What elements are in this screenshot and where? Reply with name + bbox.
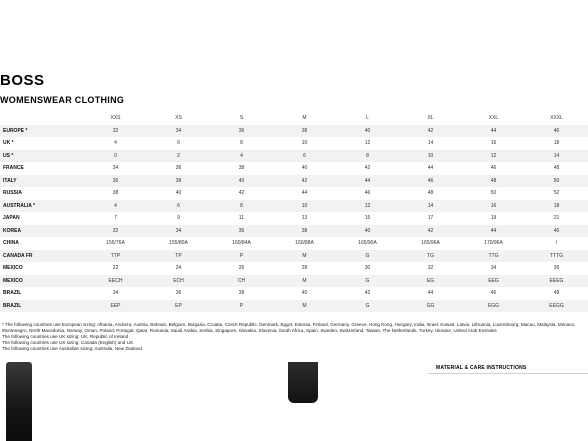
size-cell: 46 — [490, 165, 497, 172]
size-cell: 155/80A — [169, 240, 188, 247]
size-cell: 38 — [147, 175, 210, 188]
size-row-label: KOREA — [0, 225, 84, 238]
size-row-label: FRANCE — [3, 165, 24, 172]
size-header: M — [302, 115, 307, 122]
section-divider — [428, 373, 588, 374]
footnote-europe: * The following countries use European sizing: Albania, Andorra, Austria, Bahrain, Belgium, Bulgaria, Croatia, Czech Republic, Denmark, Egypt, Estonia, Finland, Germany, Greece, Hong Kong, Hungary, India, Israel, Kuwait, Latvia, Lithuania, Luxembourg, Macau, Malaysia, Monaco, Montenegro, North Macedonia, Norway, Oman, Poland, Portugal, Qatar, Romania, Saudi Arabia, Serbia, Singapore, Slovakia, Slovenia, South Africa, Spain, Sweden, Switzerland, Taiwan, The Netherlands, Turkey, Ukraine, United Arab Emirates — [2, 322, 576, 333]
size-cell: 46 — [525, 225, 588, 238]
size-header: XXL — [488, 115, 499, 122]
brand-logo: BOSS — [0, 72, 45, 89]
sizing-footnotes — [2, 322, 582, 352]
size-cell: 32 — [84, 225, 147, 238]
size-header: XL — [427, 115, 434, 122]
size-row-label: EUROPE * — [0, 125, 84, 138]
size-cell: 46 — [490, 290, 497, 297]
size-cell: 18 — [553, 140, 560, 147]
size-cell: 52 — [553, 190, 560, 197]
size-cell: 36 — [175, 165, 182, 172]
size-cell: 40 — [175, 190, 182, 197]
size-cell: 170/96A — [484, 240, 503, 247]
size-cell: 38 — [273, 225, 336, 238]
size-row — [0, 287, 588, 300]
size-cell: EEGG — [525, 300, 588, 313]
size-table-body — [0, 125, 588, 313]
model-photo-left — [6, 362, 32, 441]
size-row — [0, 237, 588, 250]
size-cell: 165/90A — [358, 240, 377, 247]
size-cell: P — [210, 300, 273, 313]
size-cell: TTP — [84, 250, 147, 263]
size-row — [0, 275, 588, 288]
size-cell: 10 — [273, 200, 336, 213]
model-photo-right — [288, 362, 318, 403]
size-cell: G — [336, 300, 399, 313]
size-cell: TP — [147, 250, 210, 263]
size-cell: M — [273, 250, 336, 263]
size-header: XS — [175, 115, 182, 122]
size-cell: 40 — [301, 165, 308, 172]
size-header: L — [366, 115, 369, 122]
size-cell: 36 — [210, 225, 273, 238]
size-cell: 160/84A — [232, 240, 251, 247]
size-cell: 34 — [112, 290, 119, 297]
size-cell: M — [273, 300, 336, 313]
size-row — [0, 250, 588, 263]
size-row — [0, 225, 588, 238]
size-cell: 10 — [301, 140, 308, 147]
size-cell: EG — [399, 275, 462, 288]
size-row-label: US * — [0, 150, 84, 163]
size-cell: 10 — [399, 150, 462, 163]
size-cell: 8 — [210, 200, 273, 213]
size-cell: 21 — [553, 215, 560, 222]
size-cell: 155/76A — [106, 240, 125, 247]
footnote-uk: The following countries use UK sizing: UK, Republic of Ireland — [2, 334, 129, 339]
size-cell: 46 — [525, 125, 588, 138]
size-cell: 34 — [147, 225, 210, 238]
size-cell: 15 — [364, 215, 371, 222]
size-cell: EEEG — [525, 275, 588, 288]
size-cell: 38 — [238, 290, 245, 297]
size-cell: 6 — [147, 200, 210, 213]
material-care-link[interactable]: MATERIAL & CARE INSTRUCTIONS — [436, 365, 527, 371]
size-cell: 38 — [112, 190, 119, 197]
size-cell: 48 — [462, 175, 525, 188]
size-cell: 165/96A — [421, 240, 440, 247]
size-cell: 26 — [238, 265, 245, 272]
size-cell: 34 — [147, 125, 210, 138]
footnote-australia: The following countries use Australian sizing: Australia, New Zealand — [2, 346, 142, 351]
size-cell: 160/88A — [295, 240, 314, 247]
size-cell: 12 — [364, 140, 371, 147]
size-cell: ECH — [147, 275, 210, 288]
size-cell: EECH — [84, 275, 147, 288]
size-row — [0, 187, 588, 200]
size-row-label: BRAZIL — [0, 300, 84, 313]
size-cell: 40 — [336, 225, 399, 238]
size-header-row — [0, 112, 588, 125]
size-row-label: JAPAN — [3, 215, 20, 222]
size-cell: 16 — [490, 140, 497, 147]
size-cell: 22 — [112, 265, 119, 272]
size-cell: 12 — [336, 200, 399, 213]
size-header: XXXL — [550, 115, 563, 122]
size-row — [0, 125, 588, 138]
section-title: WOMENSWEAR CLOTHING — [0, 95, 125, 105]
size-cell: 6 — [177, 140, 180, 147]
size-row — [0, 262, 588, 275]
size-cell: 28 — [301, 265, 308, 272]
size-row-label: RUSSIA — [3, 190, 22, 197]
size-row — [0, 150, 588, 163]
size-row-label: CHINA — [3, 240, 19, 247]
size-cell: 16 — [462, 200, 525, 213]
size-row-label: MEXICO — [0, 275, 84, 288]
size-cell: 50 — [525, 175, 588, 188]
size-cell: 36 — [175, 290, 182, 297]
size-cell: TTTG — [525, 250, 588, 263]
size-cell: EEG — [462, 275, 525, 288]
size-cell: 4 — [210, 150, 273, 163]
size-cell: 6 — [273, 150, 336, 163]
size-cell: 42 — [273, 175, 336, 188]
size-cell: 50 — [490, 190, 497, 197]
size-cell: 40 — [301, 290, 308, 297]
size-cell: 34 — [112, 165, 119, 172]
size-row — [0, 212, 588, 225]
size-cell: TG — [399, 250, 462, 263]
size-cell: 9 — [177, 215, 180, 222]
size-cell: 48 — [553, 290, 560, 297]
size-cell: 32 — [427, 265, 434, 272]
size-cell: 36 — [210, 125, 273, 138]
size-cell: GG — [399, 300, 462, 313]
size-cell: G — [336, 275, 399, 288]
size-cell: 7 — [114, 215, 117, 222]
size-cell: 46 — [364, 190, 371, 197]
size-cell: TTG — [462, 250, 525, 263]
size-cell: 2 — [147, 150, 210, 163]
size-cell: 13 — [301, 215, 308, 222]
size-header-blank — [0, 112, 84, 125]
size-cell: 30 — [364, 265, 371, 272]
size-cell: EP — [147, 300, 210, 313]
size-cell: 19 — [490, 215, 497, 222]
size-cell: 24 — [175, 265, 182, 272]
size-row — [0, 175, 588, 188]
size-cell: 36 — [553, 265, 560, 272]
size-cell: 32 — [84, 125, 147, 138]
size-row-label: ITALY — [0, 175, 84, 188]
size-cell: CH — [210, 275, 273, 288]
size-cell: EGG — [462, 300, 525, 313]
size-header: XXS — [110, 115, 121, 122]
size-cell: 38 — [273, 125, 336, 138]
size-cell: 18 — [525, 200, 588, 213]
size-cell: 38 — [238, 165, 245, 172]
size-cell: 44 — [301, 190, 308, 197]
size-cell: 8 — [336, 150, 399, 163]
size-cell: 8 — [240, 140, 243, 147]
size-cell: 44 — [462, 225, 525, 238]
size-cell: 48 — [553, 165, 560, 172]
size-cell: 42 — [238, 190, 245, 197]
size-cell: 14 — [399, 200, 462, 213]
size-cell: 0 — [84, 150, 147, 163]
size-row — [0, 200, 588, 213]
size-cell: 46 — [399, 175, 462, 188]
size-row — [0, 137, 588, 150]
size-cell: 42 — [364, 165, 371, 172]
size-cell: 44 — [427, 165, 434, 172]
size-header: S — [239, 115, 244, 122]
size-cell: 11 — [238, 215, 245, 222]
size-cell: 14 — [525, 150, 588, 163]
size-row-label: BRAZIL — [3, 290, 22, 297]
size-row — [0, 300, 588, 313]
size-cell: 44 — [336, 175, 399, 188]
size-cell: 34 — [490, 265, 497, 272]
size-cell: 14 — [427, 140, 434, 147]
size-cell: P — [210, 250, 273, 263]
size-cell: 17 — [427, 215, 434, 222]
size-cell: 48 — [427, 190, 434, 197]
size-cell: 42 — [399, 225, 462, 238]
size-row-label: AUSTRALIA * — [0, 200, 84, 213]
size-cell: 42 — [364, 290, 371, 297]
size-chart-table — [0, 112, 588, 312]
footnote-us: The following countries use US sizing: Canada (English) and US — [2, 340, 133, 345]
size-cell: 36 — [84, 175, 147, 188]
size-row-label: CANADA FR — [0, 250, 84, 263]
size-cell: M — [273, 275, 336, 288]
size-cell: / — [555, 240, 558, 247]
size-cell: 4 — [114, 140, 117, 147]
size-cell: 44 — [462, 125, 525, 138]
size-cell: 40 — [210, 175, 273, 188]
size-cell: G — [336, 250, 399, 263]
size-row — [0, 162, 588, 175]
size-cell: 40 — [336, 125, 399, 138]
size-cell: 42 — [399, 125, 462, 138]
size-cell: EEP — [84, 300, 147, 313]
size-cell: 44 — [427, 290, 434, 297]
size-cell: 4 — [84, 200, 147, 213]
size-row-label: UK * — [3, 140, 14, 147]
size-cell: 12 — [462, 150, 525, 163]
size-row-label: MEXICO — [3, 265, 23, 272]
